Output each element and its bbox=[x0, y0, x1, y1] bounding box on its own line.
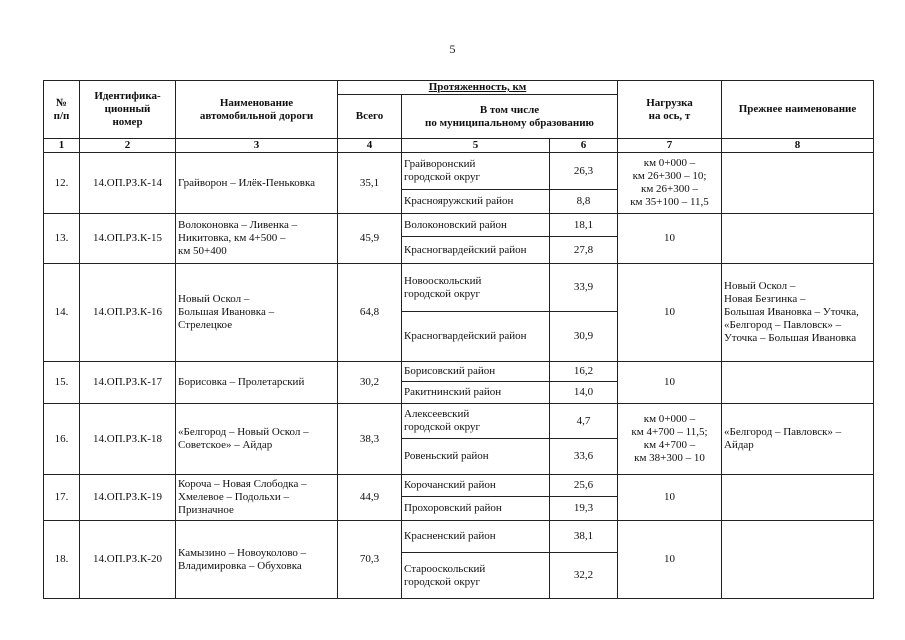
header-by-municipality: В том числе по муниципальному образованию bbox=[402, 95, 618, 139]
road-name: Новый Оскол – Большая Ивановка – Стрелецкое bbox=[176, 264, 338, 362]
road-name: Волоконовка – Ливенка – Никитовка, км 4+500 – км 50+400 bbox=[176, 214, 338, 264]
row-number: 18. bbox=[44, 521, 80, 599]
axle-load: км 0+000 – км 26+300 – 10; км 26+300 – км 35+100 – 11,5 bbox=[618, 153, 722, 214]
road-name: Короча – Новая Слободка – Хмелевое – Подольхи – Призначное bbox=[176, 475, 338, 521]
total-length: 38,3 bbox=[338, 404, 402, 475]
municipality: Корочанский район bbox=[402, 475, 550, 497]
segment-length: 26,3 bbox=[550, 153, 618, 190]
former-name bbox=[722, 153, 874, 214]
municipality: Старооскольский городской округ bbox=[402, 553, 550, 599]
table-row bbox=[44, 475, 874, 497]
road-id: 14.ОП.РЗ.К-18 bbox=[80, 404, 176, 475]
segment-length: 30,9 bbox=[550, 312, 618, 362]
axle-load: 10 bbox=[618, 475, 722, 521]
road-id: 14.ОП.РЗ.К-14 bbox=[80, 153, 176, 214]
segment-length: 4,7 bbox=[550, 404, 618, 439]
municipality: Красногвардейский район bbox=[402, 237, 550, 264]
road-name: Борисовка – Пролетарский bbox=[176, 362, 338, 404]
segment-length: 33,9 bbox=[550, 264, 618, 312]
row-number: 16. bbox=[44, 404, 80, 475]
road-name: «Белгород – Новый Оскол – Советское» – Айдар bbox=[176, 404, 338, 475]
table-row bbox=[44, 264, 874, 312]
municipality: Борисовский район bbox=[402, 362, 550, 382]
table-row bbox=[44, 521, 874, 553]
header-road-name: Наименование автомобильной дороги bbox=[176, 81, 338, 139]
total-length: 44,9 bbox=[338, 475, 402, 521]
header-axle-load: Нагрузка на ось, т bbox=[618, 81, 722, 139]
column-number: 4 bbox=[338, 139, 402, 153]
column-number: 3 bbox=[176, 139, 338, 153]
road-id: 14.ОП.РЗ.К-17 bbox=[80, 362, 176, 404]
road-id: 14.ОП.РЗ.К-15 bbox=[80, 214, 176, 264]
row-number: 12. bbox=[44, 153, 80, 214]
municipality: Прохоровский район bbox=[402, 497, 550, 521]
row-number: 13. bbox=[44, 214, 80, 264]
former-name bbox=[722, 475, 874, 521]
municipality: Красненский район bbox=[402, 521, 550, 553]
former-name: Новый Оскол – Новая Безгинка – Большая Ивановка – Уточка, «Белгород – Павловск» – Уточка – Большая Ивановка bbox=[722, 264, 874, 362]
header-num: № п/п bbox=[44, 81, 80, 139]
former-name bbox=[722, 362, 874, 404]
municipality: Ракитнинский район bbox=[402, 382, 550, 404]
row-number: 17. bbox=[44, 475, 80, 521]
column-number: 6 bbox=[550, 139, 618, 153]
axle-load: 10 bbox=[618, 521, 722, 599]
total-length: 35,1 bbox=[338, 153, 402, 214]
municipality: Алексеевский городской округ bbox=[402, 404, 550, 439]
former-name bbox=[722, 214, 874, 264]
road-name: Грайворон – Илёк-Пеньковка bbox=[176, 153, 338, 214]
axle-load: 10 bbox=[618, 214, 722, 264]
table-row bbox=[44, 153, 874, 190]
road-name: Камызино – Новоуколово – Владимировка – Обуховка bbox=[176, 521, 338, 599]
former-name bbox=[722, 521, 874, 599]
segment-length: 25,6 bbox=[550, 475, 618, 497]
total-length: 45,9 bbox=[338, 214, 402, 264]
segment-length: 19,3 bbox=[550, 497, 618, 521]
table-row bbox=[44, 362, 874, 382]
row-number: 15. bbox=[44, 362, 80, 404]
total-length: 70,3 bbox=[338, 521, 402, 599]
road-register-table bbox=[43, 80, 874, 599]
total-length: 30,2 bbox=[338, 362, 402, 404]
segment-length: 33,6 bbox=[550, 439, 618, 475]
segment-length: 16,2 bbox=[550, 362, 618, 382]
segment-length: 8,8 bbox=[550, 190, 618, 214]
segment-length: 38,1 bbox=[550, 521, 618, 553]
table-row bbox=[44, 404, 874, 439]
total-length: 64,8 bbox=[338, 264, 402, 362]
segment-length: 18,1 bbox=[550, 214, 618, 237]
municipality: Краснояружский район bbox=[402, 190, 550, 214]
axle-load: км 0+000 – км 4+700 – 11,5; км 4+700 – км 38+300 – 10 bbox=[618, 404, 722, 475]
road-id: 14.ОП.РЗ.К-16 bbox=[80, 264, 176, 362]
table-row bbox=[44, 214, 874, 237]
axle-load: 10 bbox=[618, 362, 722, 404]
column-number: 8 bbox=[722, 139, 874, 153]
column-number: 5 bbox=[402, 139, 550, 153]
header-length-group: Протяженность, км bbox=[338, 81, 618, 95]
segment-length: 27,8 bbox=[550, 237, 618, 264]
municipality: Грайворонский городской округ bbox=[402, 153, 550, 190]
municipality: Новооскольский городской округ bbox=[402, 264, 550, 312]
row-number: 14. bbox=[44, 264, 80, 362]
page-number: 5 bbox=[449, 42, 456, 56]
header-id: Идентифика- ционный номер bbox=[80, 81, 176, 139]
header-total: Всего bbox=[338, 95, 402, 139]
municipality: Красногвардейский район bbox=[402, 312, 550, 362]
segment-length: 14,0 bbox=[550, 382, 618, 404]
header-former-name: Прежнее наименование bbox=[722, 81, 874, 139]
road-id: 14.ОП.РЗ.К-19 bbox=[80, 475, 176, 521]
road-id: 14.ОП.РЗ.К-20 bbox=[80, 521, 176, 599]
axle-load: 10 bbox=[618, 264, 722, 362]
municipality: Волоконовский район bbox=[402, 214, 550, 237]
column-number: 2 bbox=[80, 139, 176, 153]
municipality: Ровеньский район bbox=[402, 439, 550, 475]
column-number: 7 bbox=[618, 139, 722, 153]
former-name: «Белгород – Павловск» – Айдар bbox=[722, 404, 874, 475]
segment-length: 32,2 bbox=[550, 553, 618, 599]
column-number: 1 bbox=[44, 139, 80, 153]
